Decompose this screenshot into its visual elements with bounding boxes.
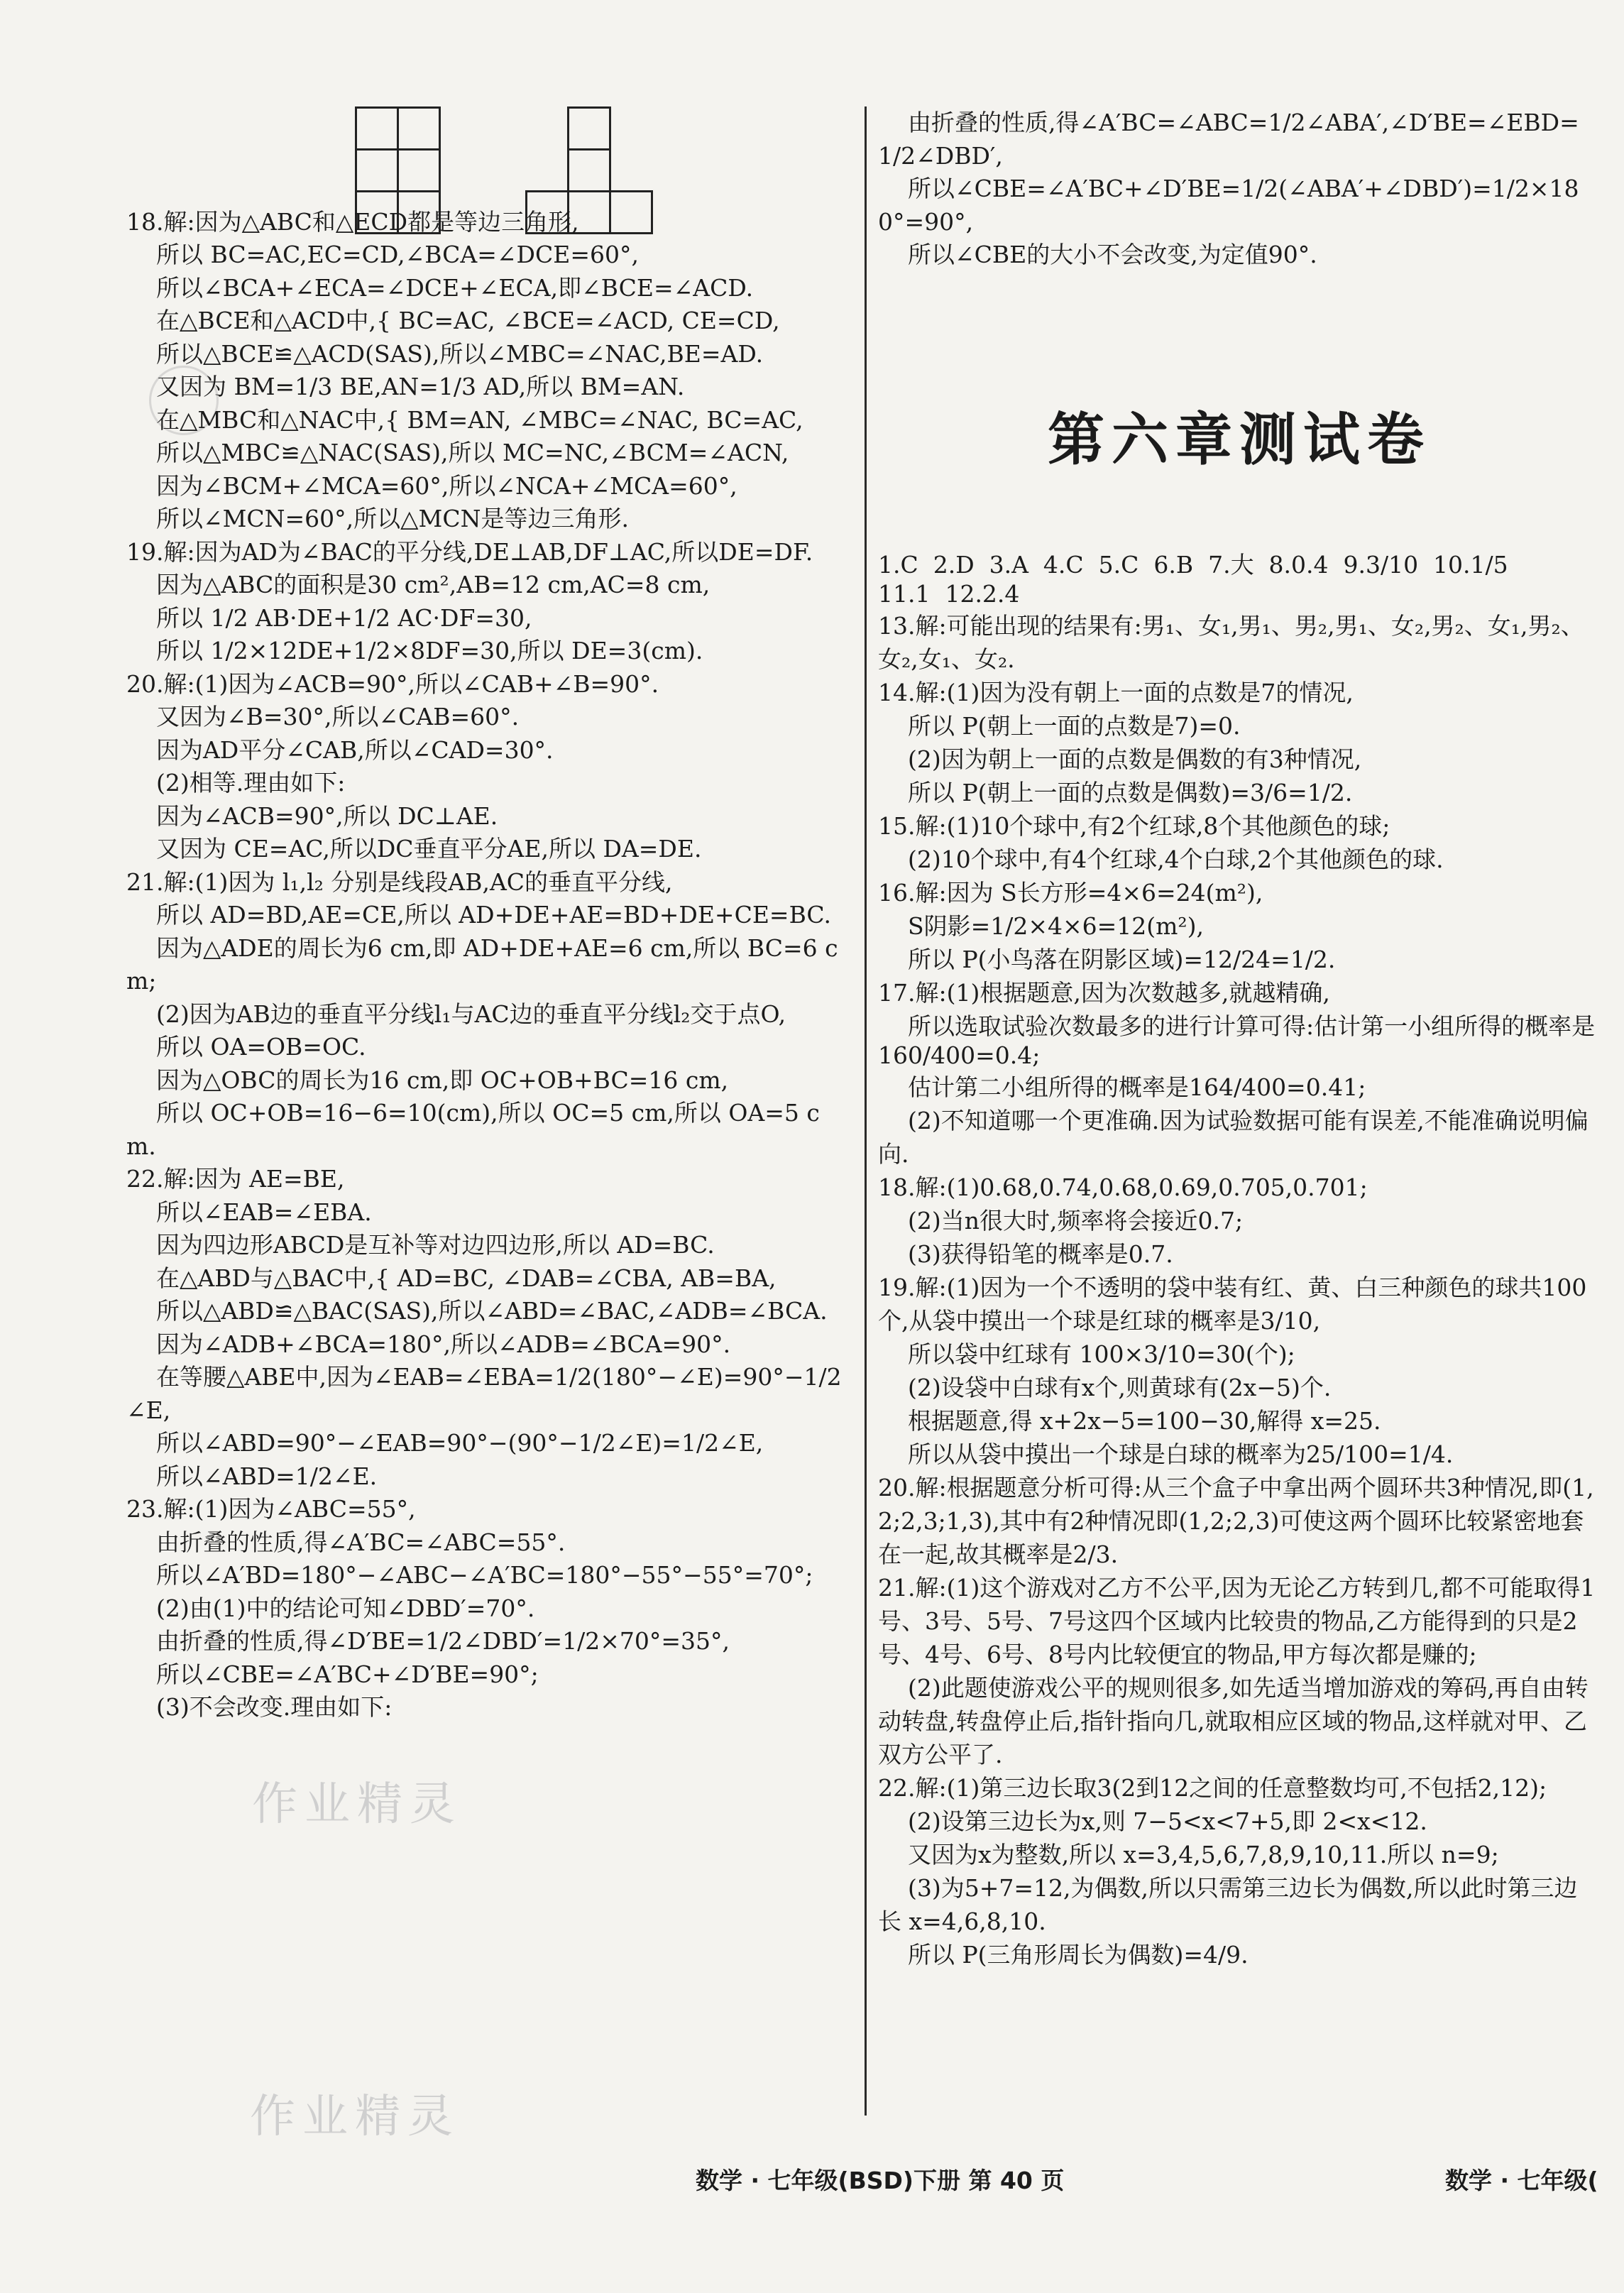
text-line: 19.解:(1)因为一个不透明的袋中装有红、黄、白三种颜色的球共100个,从袋中摸出一个球是红球的概率是3/10, xyxy=(878,1274,1587,1335)
text-line: (2)设第三边长为x,则 7−5<x<7+5,即 2<x<12. xyxy=(878,1807,1427,1835)
text-line: 所以∠ABD=90°−∠EAB=90°−(90°−1/2∠E)=1/2∠E, xyxy=(126,1429,764,1457)
text-line: 又因为∠B=30°,所以∠CAB=60°. xyxy=(126,703,520,730)
text-line: (2)不知道哪一个更准确.因为试验数据可能有误差,不能准确说明偏向. xyxy=(878,1107,1589,1168)
text-line: 估计第二小组所得的概率是164/400=0.41; xyxy=(878,1073,1366,1101)
text-line: (2)当n很大时,频率将会接近0.7; xyxy=(878,1207,1244,1235)
text-line: 由折叠的性质,得∠A′BC=∠ABC=55°. xyxy=(126,1528,566,1556)
text-line: 在等腰△ABE中,因为∠EAB=∠EBA=1/2(180°−∠E)=90°−1/2∠E, xyxy=(126,1363,842,1424)
text-line: 又因为x为整数,所以 x=3,4,5,6,7,8,9,10,11.所以 n=9; xyxy=(878,1841,1499,1868)
text-line: 由折叠的性质,得∠A′BC=∠ABC=1/2∠ABA′,∠D′BE=∠EBD=1/2∠DBD′, xyxy=(878,109,1579,170)
text-line: 因为AD平分∠CAB,所以∠CAD=30°. xyxy=(126,735,554,764)
text-line: 因为△ADE的周长为6 cm,即 AD+DE+AE=6 cm,所以 BC=6 cm; xyxy=(126,934,838,995)
text-line: (2)由(1)中的结论可知∠DBD′=70°. xyxy=(126,1594,535,1622)
text-line: 所以选取试验次数最多的进行计算可得:估计第一小组所得的概率是160/400=0.4; xyxy=(878,1012,1596,1069)
text-line: 所以 OC+OB=16−6=10(cm),所以 OC=5 cm,所以 OA=5 cm. xyxy=(126,1099,820,1160)
text-line: 因为∠BCM+∠MCA=60°,所以∠NCA+∠MCA=60°, xyxy=(126,471,737,500)
text-line: 22.解:(1)第三边长取3(2到12之间的任意整数均可,不包括2,12); xyxy=(878,1774,1547,1802)
text-line xyxy=(126,173,849,206)
text-line: 所以 AD=BD,AE=CE,所以 AD+DE+AE=BD+DE+CE=BC. xyxy=(126,901,831,929)
text-line: (3)为5+7=12,为偶数,所以只需第三边长为偶数,所以此时第三边长 x=4,6,8,10. xyxy=(878,1874,1578,1935)
text-line: 所以△MBC≌△NAC(SAS),所以 MC=NC,∠BCM=∠ACN, xyxy=(126,439,789,466)
text-line: S阴影=1/2×4×6=12(m²), xyxy=(878,912,1205,940)
text-line xyxy=(126,140,849,173)
text-line: (2)相等.理由如下: xyxy=(126,769,346,797)
left-column xyxy=(126,106,849,1724)
text-line: 20.解:根据题意分析可得:从三个盒子中拿出两个圆环共3种情况,即(1,2;2,3;1,3),其中有2种情况即(1,2;2,3)可使这两个圆环比较紧密地套在一起,故其概率是2/3. xyxy=(878,1474,1594,1568)
text-line: 17.解:(1)根据题意,因为次数越多,就越精确, xyxy=(878,979,1330,1007)
page-footer-right: 数学 · 七年级( xyxy=(1445,2167,1598,2194)
text-line: 所以 BC=AC,EC=CD,∠BCA=∠DCE=60°, xyxy=(126,241,639,268)
text-line: (2)因为AB边的垂直平分线l₁与AC边的垂直平分线l₂交于点O, xyxy=(126,1000,786,1028)
text-line: 所以 P(朝上一面的点数是偶数)=3/6=1/2. xyxy=(878,779,1353,806)
text-line: (2)10个球中,有4个红球,4个白球,2个其他颜色的球. xyxy=(878,845,1444,873)
watermark-text: 作业精灵 xyxy=(252,1778,462,1831)
text-line: 因为∠ACB=90°,所以 DC⊥AE. xyxy=(126,801,498,830)
text-line: 所以∠BCA+∠ECA=∠DCE+∠ECA,即∠BCE=∠ACD. xyxy=(126,273,754,302)
text-line: 所以△ABD≌△BAC(SAS),所以∠ABD=∠BAC,∠ADB=∠BCA. xyxy=(126,1297,828,1325)
text-line: 因为四边形ABCD是互补等对边四边形,所以 AD=BC. xyxy=(126,1231,715,1259)
text-line: 所以 P(小鸟落在阴影区域)=12/24=1/2. xyxy=(878,946,1336,973)
text-line: 所以从袋中摸出一个球是白球的概率为25/100=1/4. xyxy=(878,1440,1454,1468)
answer-section xyxy=(878,547,1601,1970)
page-footer: 数学 · 七年级(BSD)下册 第 40 页 xyxy=(696,2167,1065,2194)
text-line: (2)设袋中白球有x个,则黄球有(2x−5)个. xyxy=(878,1374,1332,1401)
text-line: 所以∠EAB=∠EBA. xyxy=(126,1198,372,1226)
text-line: 所以 1/2 AB·DE+1/2 AC·DF=30, xyxy=(126,603,532,632)
text-line: (3)获得铅笔的概率是0.7. xyxy=(878,1240,1173,1268)
text-line: 所以 OA=OB=OC. xyxy=(126,1033,366,1061)
text-line: 20.解:(1)因为∠ACB=90°,所以∠CAB+∠B=90°. xyxy=(126,669,659,698)
text-line: 所以∠CBE=∠A′BC+∠D′BE=90°; xyxy=(126,1660,539,1688)
text-line: 11.1 12.2.4 xyxy=(878,580,1020,608)
text-line: 21.解:(1)这个游戏对乙方不公平,因为无论乙方转到几,都不可能取得1号、3号、5号、7号这四个区域内比较贵的物品,乙方能得到的只是2号、4号、6号、8号内比较便宜的物品,甲方每次都是赚的; xyxy=(878,1574,1596,1668)
text-line: 因为△OBC的周长为16 cm,即 OC+OB+BC=16 cm, xyxy=(126,1066,729,1094)
text-line: 又因为 CE=AC,所以DC垂直平分AE,所以 DA=DE. xyxy=(126,835,702,863)
text-line: 18.解:因为△ABC和△ECD都是等边三角形, xyxy=(126,207,579,236)
text-line: 14.解:(1)因为没有朝上一面的点数是7的情况, xyxy=(878,679,1354,706)
text-line: 所以△BCE≌△ACD(SAS),所以∠MBC=∠NAC,BE=AD. xyxy=(126,339,764,368)
column-divider xyxy=(865,106,867,2116)
text-line: 19.解:因为AD为∠BAC的平分线,DE⊥AB,DF⊥AC,所以DE=DF. xyxy=(126,537,813,566)
text-line: 所以 P(三角形周长为偶数)=4/9. xyxy=(878,1941,1249,1969)
chapter-title: 第六章测试卷 xyxy=(1048,407,1431,473)
watermark-text: 作业精灵 xyxy=(250,2091,460,2143)
text-line: 22.解:因为 AE=BE, xyxy=(126,1165,345,1193)
text-line: 在△MBC和△NAC中,{ BM=AN, ∠MBC=∠NAC, BC=AC, xyxy=(126,405,803,434)
text-line: 所以∠ABD=1/2∠E. xyxy=(126,1462,378,1490)
text-line: (2)此题使游戏公平的规则很多,如先适当增加游戏的筹码,再自由转动转盘,转盘停止后,指针指向几,就取相应区域的物品,这样就对甲、乙双方公平了. xyxy=(878,1674,1589,1768)
text-line: 因为∠ADB+∠BCA=180°,所以∠ADB=∠BCA=90°. xyxy=(126,1330,731,1358)
text-line: 16.解:因为 S长方形=4×6=24(m²), xyxy=(878,879,1263,907)
text-line: 13.解:可能出现的结果有:男₁、女₁,男₁、男₂,男₁、女₂,男₂、女₁,男₂、女₂,女₁、女₂. xyxy=(878,612,1584,673)
text-line: 21.解:(1)因为 l₁,l₂ 分别是线段AB,AC的垂直平分线, xyxy=(126,868,673,896)
text-line: 根据题意,得 x+2x−5=100−30,解得 x=25. xyxy=(878,1407,1381,1435)
text-line: (2)因为朝上一面的点数是偶数的有3种情况, xyxy=(878,745,1362,773)
text-line: 所以袋中红球有 100×3/10=30(个); xyxy=(878,1340,1295,1368)
text-line: 在△ABD与△BAC中,{ AD=BC, ∠DAB=∠CBA, AB=BA, xyxy=(126,1264,777,1292)
text-line: 在△BCE和△ACD中,{ BC=AC, ∠BCE=∠ACD, CE=CD, xyxy=(126,307,780,334)
text-line: 所以 P(朝上一面的点数是7)=0. xyxy=(878,712,1241,740)
text-line: 所以∠A′BD=180°−∠ABC−∠A′BC=180°−55°−55°=70°; xyxy=(126,1561,813,1589)
text-line: 因为△ABC的面积是30 cm²,AB=12 cm,AC=8 cm, xyxy=(126,571,710,598)
text-line: (3)不会改变.理由如下: xyxy=(126,1693,393,1721)
text-line: 23.解:(1)因为∠ABC=55°, xyxy=(126,1495,416,1523)
text-line: 所以 1/2×12DE+1/2×8DF=30,所以 DE=3(cm). xyxy=(126,637,703,664)
text-line: 18.解:(1)0.68,0.74,0.68,0.69,0.705,0.701; xyxy=(878,1173,1368,1201)
text-line: 所以∠CBE=∠A′BC+∠D′BE=1/2(∠ABA′+∠DBD′)=1/2×180°=90°, xyxy=(878,175,1579,236)
text-line: 15.解:(1)10个球中,有2个红球,8个其他颜色的球; xyxy=(878,812,1390,840)
text-line: 所以∠MCN=60°,所以△MCN是等边三角形. xyxy=(126,505,629,532)
text-line: 由折叠的性质,得∠D′BE=1/2∠DBD′=1/2×70°=35°, xyxy=(126,1627,730,1655)
text-line xyxy=(126,106,849,140)
right-column xyxy=(878,106,1601,272)
text-line: 所以∠CBE的大小不会改变,为定值90°. xyxy=(878,241,1317,268)
text-line: 又因为 BM=1/3 BE,AN=1/3 AD,所以 BM=AN. xyxy=(126,373,685,400)
text-line: 1.C 2.D 3.A 4.C 5.C 6.B 7.大 8.0.4 9.3/10 10.1/5 xyxy=(878,551,1508,579)
